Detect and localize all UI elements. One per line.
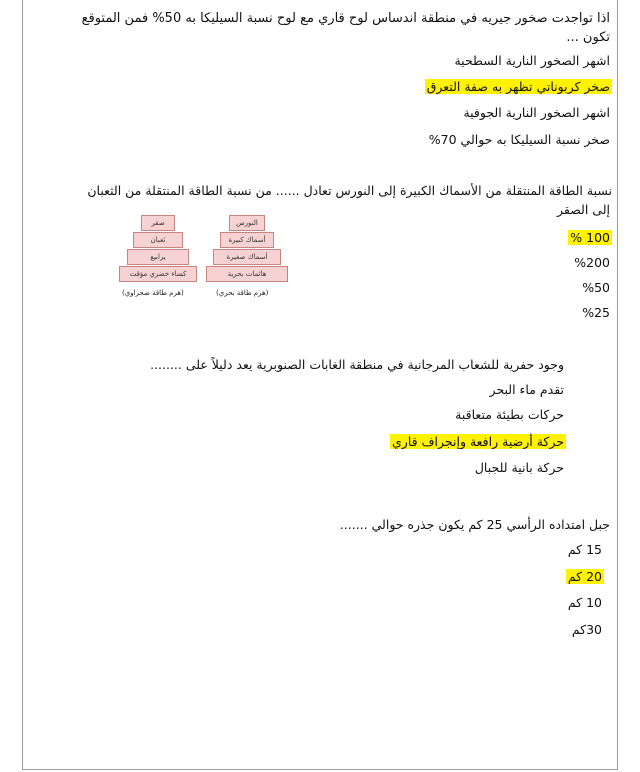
desert-level-4: كساء خضري مؤقت — [119, 266, 197, 282]
q4-text: جبل امتداده الرأسي 25 كم يكون جذره حوالي ....... — [339, 517, 610, 532]
desert-pyramid-caption: (هرم طاقة صحراوي) — [122, 289, 184, 297]
marine-level-2: أسماك كبيرة — [220, 232, 274, 248]
q2-option-1[interactable] — [568, 229, 612, 247]
q2-option-4[interactable]: %25 — [582, 305, 610, 320]
desert-level-2: ثعبان — [133, 232, 183, 248]
q3-option-1[interactable]: تقدم ماء البحر — [489, 382, 564, 397]
q1-option-2[interactable] — [425, 78, 612, 96]
q1-option-1[interactable]: اشهر الصخور النارية السطحية — [454, 53, 610, 68]
desert-level-3: يرابيع — [127, 249, 189, 265]
desert-level-1: صقر — [141, 215, 175, 231]
marine-pyramid-caption: (هرم طاقة بحري) — [216, 289, 269, 297]
q2-option-3[interactable]: %50 — [582, 280, 610, 295]
q4-option-4[interactable]: 30كم — [571, 622, 602, 637]
q4-option-2-label: 20 كم — [567, 569, 602, 584]
q2-option-1-label: 100 % — [570, 230, 610, 245]
marine-level-3: أسماك صغيرة — [213, 249, 281, 265]
q1-option-3[interactable]: اشهر الصخور النارية الجوفية — [463, 105, 610, 120]
q1-option-2-label: صخر كربوناتي تظهر به صفة التعرق — [426, 79, 610, 94]
q4-option-3[interactable]: 10 كم — [567, 595, 602, 610]
q1-text-line1: اذا تواجدت صخور جيريه في منطقة اندساس لوح قاري مع لوح نسبة السيليكا به 50% فمن المتوقع — [81, 11, 610, 26]
q3-option-4[interactable]: حركة بانية للجبال — [474, 460, 564, 475]
q3-option-2[interactable]: حركات بطيئة متعاقبة — [455, 407, 564, 422]
q1-option-4[interactable]: صخر نسبة السيليكا به حوالي 70% — [428, 132, 610, 147]
marine-level-1: النورس — [229, 215, 265, 231]
q4-option-1[interactable]: 15 كم — [567, 542, 602, 557]
marine-level-4: هائمات بحرية — [206, 266, 288, 282]
q2-text-line2: إلى الصقر — [556, 202, 610, 217]
q3-option-3[interactable] — [390, 433, 566, 451]
q4-option-2[interactable] — [566, 568, 604, 586]
q2-option-2[interactable]: %200 — [574, 255, 610, 270]
q3-text: وجود حفرية للشعاب المرجانية في منطقة الغابات الصنوبرية يعد دليلاً على ........ — [150, 357, 564, 372]
q3-option-3-label: حركة أرضية رافعة وإنجراف قاري — [392, 434, 564, 449]
q1-text-line2: تكون ... — [566, 30, 610, 45]
q2-text-line1: نسبة الطاقة المنتقلة من الأسماك الكبيرة إلى النورس تعادل ...... من نسبة الطاقة المنتقلة من الثعبان — [87, 183, 612, 198]
